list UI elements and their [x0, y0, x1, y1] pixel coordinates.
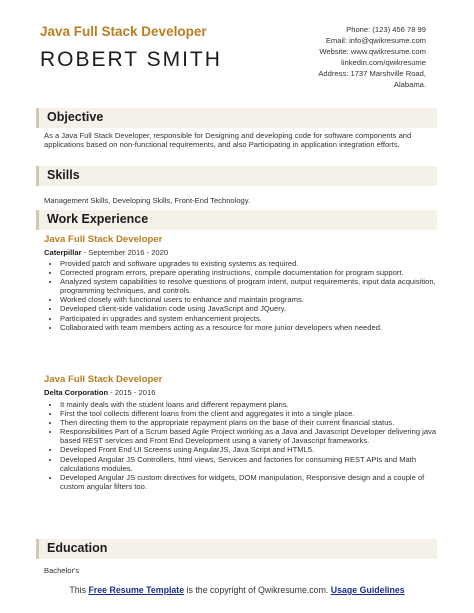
phone-label: Phone:	[346, 25, 371, 34]
skills-heading: Skills	[47, 168, 80, 182]
list-item: • Responsibilities Part of a Scrum based Agile Project working as a Java and Javascript Developer delivering java based REST services and Front End Development using a variety of Javascript frameworks.	[60, 427, 448, 445]
email-label: Email:	[325, 36, 347, 45]
resume-job-title: Java Full Stack Developer	[40, 24, 207, 39]
website-line	[318, 46, 426, 57]
address-value-line1: 1737 Marshville Road,	[350, 69, 426, 78]
list-item: • Developed Angular JS custom directives for widgets, DOM manipulation, Responsive design and a couple of custom angular filters too.	[60, 473, 448, 491]
footer-middle: is the copyright of Qwikresume.com.	[186, 585, 329, 595]
job-2-meta	[44, 388, 155, 397]
job-2-company: Delta Corporation	[44, 388, 109, 397]
education-section-header	[36, 539, 437, 559]
objective-text: As a Java Full Stack Developer, responsible for Designing and developing code for software components and applications based on non-functional requirements, and also Participating in application integration efforts.	[44, 131, 412, 150]
list-item: • Provided patch and software upgrades to existing systems as required.	[60, 259, 448, 268]
job-1-bullets	[44, 259, 448, 332]
list-item: • Worked closely with functional users to enhance and maintain programs.	[60, 295, 448, 304]
job-1-dates: - September 2016 - 2020	[81, 248, 169, 257]
free-resume-template-link[interactable]: Free Resume Template	[88, 585, 185, 595]
job-2-dates: - 2015 - 2016	[108, 388, 156, 397]
objective-heading: Objective	[47, 110, 104, 124]
phone-line	[318, 24, 426, 35]
contact-block	[318, 24, 426, 90]
list-item: • Developed Angular JS Controllers, html views, Services and factories for consuming REST APIs and Math calculations modules.	[60, 455, 448, 473]
list-item: • Developed Front End UI Screens using AngularJS, Java Script and HTML5.	[60, 445, 448, 454]
phone-value: (123) 456 78 99	[372, 25, 426, 34]
objective-section-header	[36, 108, 437, 128]
list-item: • First the tool collects different loans from the client and aggregates it into a single place.	[60, 409, 448, 418]
education-heading: Education	[47, 541, 108, 555]
list-item: • Participated in upgrades and system enhancement projects.	[60, 314, 448, 323]
list-item: • Developed client-side validation code using JavaScript and JQuery.	[60, 304, 448, 313]
email-line	[318, 35, 426, 46]
usage-guidelines-link[interactable]: Usage Guidelines	[330, 585, 405, 595]
list-item: • Analyzed system capabilities to resolve questions of program intent, output requirements, input data acquisition, programming techniques, and controls.	[60, 277, 448, 295]
address-line-2: Alabama.	[393, 80, 426, 89]
job-1-title: Java Full Stack Developer	[44, 234, 163, 245]
address-line	[318, 68, 426, 79]
job-1-meta	[44, 248, 168, 257]
email-link[interactable]: info@qwikresume.com	[349, 36, 426, 45]
linkedin-line	[318, 57, 426, 68]
job-2-bullets	[44, 400, 448, 491]
address-label: Address:	[318, 69, 349, 78]
website-label: Website:	[319, 47, 349, 56]
skills-text: Management Skills, Developing Skills, Front-End Technology.	[44, 196, 251, 205]
experience-section-header	[36, 210, 437, 230]
education-text: Bachelor's	[44, 566, 80, 575]
copyright-footer	[0, 585, 474, 596]
list-item: • It mainly deals with the student loans and different repayment plans.	[60, 400, 448, 409]
job-2-title: Java Full Stack Developer	[44, 374, 163, 385]
list-item: • Collaborated with team members acting as a resource for more junior developers when needed.	[60, 323, 448, 332]
list-item: • Corrected program errors, prepare operating instructions, compile documentation for program support.	[60, 268, 448, 277]
linkedin-link[interactable]: linkedin.com/qwikresume	[341, 58, 426, 67]
experience-heading: Work Experience	[47, 212, 149, 226]
skills-section-header	[36, 166, 437, 186]
list-item: • Then directing them to the appropriate repayment plans on the base of their current financial status.	[60, 418, 448, 427]
footer-prefix: This	[69, 585, 86, 595]
job-1-company: Caterpillar	[44, 248, 82, 257]
website-link[interactable]: www.qwikresume.com	[350, 47, 426, 56]
candidate-name: ROBERT SMITH	[40, 48, 222, 71]
